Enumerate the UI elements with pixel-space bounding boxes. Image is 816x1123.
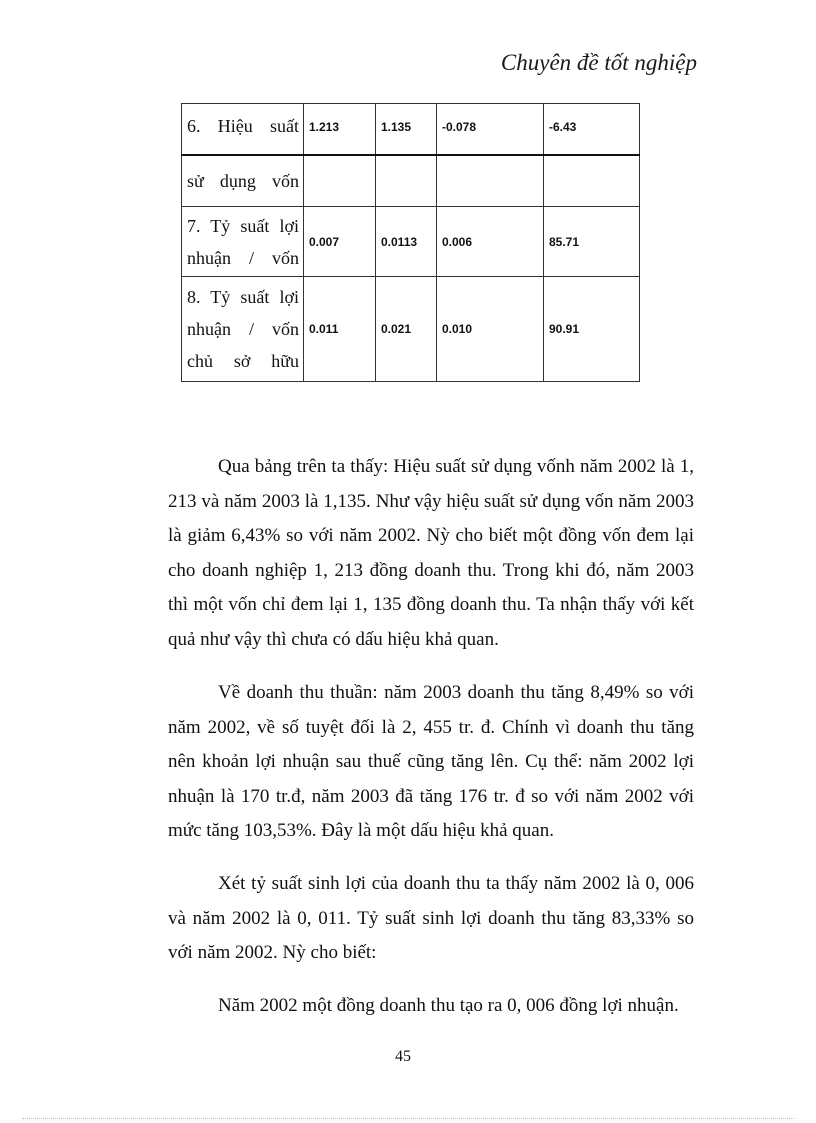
- table-cell: [544, 155, 640, 207]
- table-cell: 0.007: [304, 207, 376, 277]
- table-cell: [304, 155, 376, 207]
- table-cell: 0.010: [437, 277, 544, 382]
- table-cell: -6.43: [544, 104, 640, 156]
- paragraph-text: Năm 2002 một đồng doanh thu tạo ra 0, 006 đồng lợi nhuận.: [218, 995, 679, 1016]
- table-cell: 1.135: [376, 104, 437, 156]
- paragraph-text: Về doanh thu thuần: năm 2003 doanh thu tăng 8,49% so với năm 2002, về số tuyệt đối là 2, 455 tr. đ. Chính vì doanh thu tăng nên khoản lợi nhuận sau thuế cũng tăng lên. Cụ thể: năm 2002 lợi nhuận là 170 tr.đ, năm 2003 đã tăng 176 tr. đ so với năm 2002 với mức tăng 103,53%. Đây là một dấu hiệu khả quan.: [168, 682, 694, 841]
- paragraph-text: Qua bảng trên ta thấy: Hiệu suất sử dụng vốnh năm 2002 là 1, 213 và năm 2003 là 1,135. Như vậy hiệu suất sử dụng vốn năm 2003 là giảm 6,43% so với năm 2002. Nỳ cho biết một đồng vốn đem lại cho doanh nghiệp 1, 213 đồng doanh thu. Trong khi đó, năm 2003 thì một vốn chỉ đem lại 1, 135 đồng doanh thu. Ta nhận thấy với kết quả như vậy thì chưa có dấu hiệu khả quan.: [168, 456, 694, 650]
- table-row: [182, 207, 640, 277]
- paragraph-text: Xét tỷ suất sinh lợi của doanh thu ta thấy năm 2002 là 0, 006 và năm 2002 là 0, 011. Tỷ suất sinh lợi doanh thu tăng 83,33% so với năm 2002. Nỳ cho biết:: [168, 873, 694, 963]
- indicators-table: [181, 103, 640, 382]
- table-row: [182, 277, 640, 382]
- table-row: [182, 155, 640, 207]
- table-cell: 0.011: [304, 277, 376, 382]
- row-label: sử dụng vốn: [182, 155, 304, 207]
- table-cell: 0.006: [437, 207, 544, 277]
- row-label: 7. Tỷ suất lợi nhuận / vốn: [182, 207, 304, 277]
- paragraph-revenue: [168, 676, 694, 849]
- paragraph-efficiency: [168, 450, 694, 657]
- table-cell: 90.91: [544, 277, 640, 382]
- page-number: 45: [395, 1048, 411, 1065]
- row-label: 6. Hiệu suất: [182, 104, 304, 156]
- table-cell: -0.078: [437, 104, 544, 156]
- page-bottom-divider: [22, 1118, 794, 1119]
- page-header-title: Chuyên đề tốt nghiệp: [500, 50, 697, 75]
- table-cell: [376, 155, 437, 207]
- table-cell: [437, 155, 544, 207]
- table-cell: 0.021: [376, 277, 437, 382]
- table-cell: 1.213: [304, 104, 376, 156]
- table-row: [182, 104, 640, 156]
- table-cell: 0.0113: [376, 207, 437, 277]
- row-label: 8. Tỷ suất lợi nhuận / vốn chủ sở hữu: [182, 277, 304, 382]
- paragraph-conclusion: [168, 989, 694, 1024]
- table-cell: 85.71: [544, 207, 640, 277]
- paragraph-profitability: [168, 867, 694, 971]
